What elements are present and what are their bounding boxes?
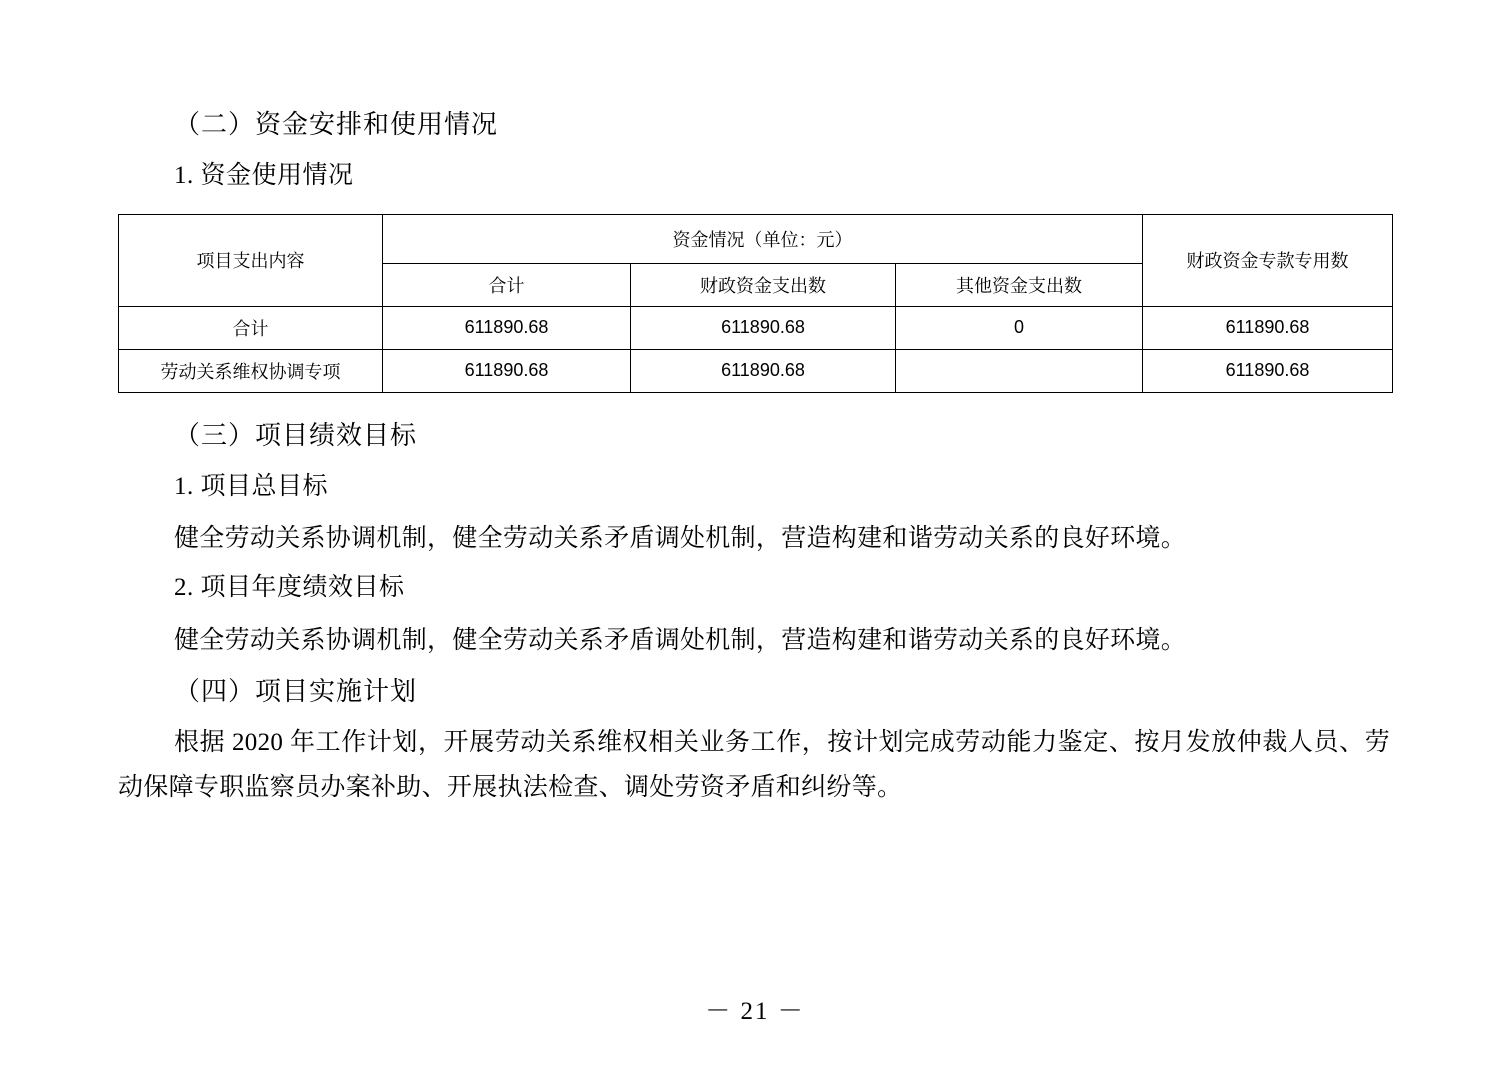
table-cell-total: 611890.68 — [383, 349, 631, 392]
table-header-earmarked-fiscal: 财政资金专款专用数 — [1143, 214, 1393, 306]
table-cell-other — [896, 349, 1143, 392]
table-row — [119, 349, 1393, 392]
section-heading-fund-arrangement: （二）资金安排和使用情况 — [174, 110, 499, 139]
table-subheader-fiscal-expenditure: 财政资金支出数 — [631, 263, 896, 306]
table-cell-total: 611890.68 — [383, 306, 631, 349]
subsection-heading-fund-usage: 1. 资金使用情况 — [174, 162, 354, 190]
section-heading-performance-goals: （三）项目绩效目标 — [174, 420, 418, 450]
page-number: － 21 － — [705, 998, 805, 1025]
table-header-row — [119, 214, 1393, 263]
table-cell-other: 0 — [896, 306, 1143, 349]
table-header-expenditure-content: 项目支出内容 — [119, 214, 383, 306]
table-cell-earmark: 611890.68 — [1143, 306, 1393, 349]
fund-usage-table — [118, 214, 1393, 393]
table-subheader-total: 合计 — [383, 263, 631, 306]
paragraph-overall-goal: 健全劳动关系协调机制，健全劳动关系矛盾调处机制，营造构建和谐劳动关系的良好环境。 — [174, 525, 1187, 553]
table-cell-fiscal: 611890.68 — [631, 349, 896, 392]
subsection-heading-overall-goal: 1. 项目总目标 — [174, 473, 329, 501]
paragraph-annual-goal: 健全劳动关系协调机制，健全劳动关系矛盾调处机制，营造构建和谐劳动关系的良好环境。 — [174, 626, 1187, 654]
section-heading-implementation-plan: （四）项目实施计划 — [174, 676, 418, 706]
table-header-fund-situation: 资金情况（单位：元） — [383, 214, 1143, 263]
table-cell-fiscal: 611890.68 — [631, 306, 896, 349]
table-row — [119, 306, 1393, 349]
table-cell-row-label: 合计 — [119, 306, 383, 349]
table-cell-row-label: 劳动关系维权协调专项 — [119, 349, 383, 392]
subsection-heading-annual-goal: 2. 项目年度绩效目标 — [174, 574, 405, 602]
paragraph-implementation-plan: 根据 2020 年工作计划，开展劳动关系维权相关业务工作，按计划完成劳动能力鉴定、按月发放仲裁人员、劳动保障专职监察员办案补助、开展执法检查、调处劳资矛盾和纠纷等。 — [118, 728, 1390, 801]
table-subheader-other-expenditure: 其他资金支出数 — [896, 263, 1143, 306]
table-cell-earmark: 611890.68 — [1143, 349, 1393, 392]
